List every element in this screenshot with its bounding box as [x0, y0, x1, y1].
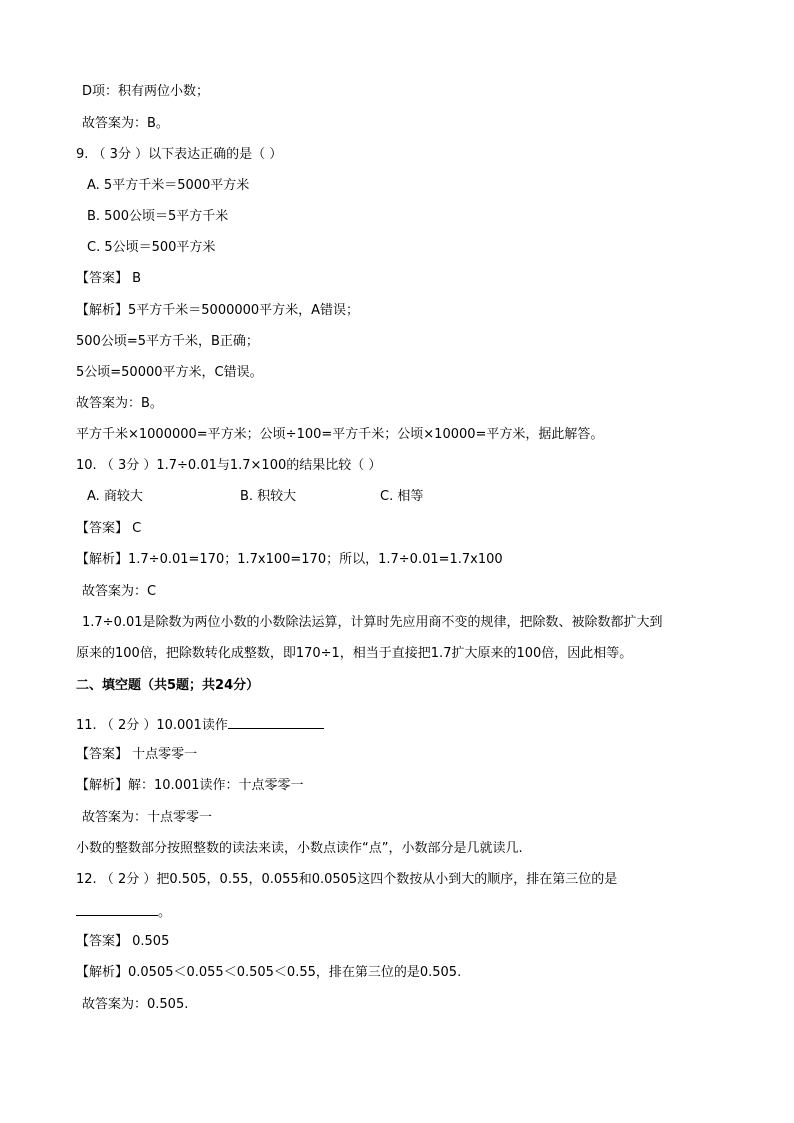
- analysis-text: 【解析】0.0505＜0.055＜0.505＜0.55，排在第三位的是0.505.: [76, 965, 462, 980]
- analysis-text: 平方千米×1000000=平方米；公顷÷100=平方千米；公顷×10000=平方米，据此解答。: [76, 427, 604, 442]
- analysis-text: 原来的100倍，把除数转化成整数，即170÷1，相当于直接把1.7扩大原来的100倍，因此相等。: [76, 646, 633, 661]
- question-12: 12. （ 2分 ）把0.505，0.55，0.055和0.0505这四个数按从小到大的顺序，排在第三位的是: [76, 872, 618, 887]
- option-a: A. 商较大: [87, 489, 143, 504]
- analysis-text: 【解析】解：10.001读作：十点零零一: [76, 778, 304, 793]
- section-heading: 二、填空题（共5题；共24分）: [76, 678, 260, 693]
- option-b: B. 500公顷＝5平方千米: [87, 209, 229, 224]
- analysis-text: 【解析】5平方千米＝5000000平方米，A错误；: [76, 303, 360, 318]
- analysis-text: 1.7÷0.01是除数为两位小数的小数除法运算，计算时先应用商不变的规律，把除数、被除数都扩大到: [82, 615, 663, 630]
- analysis-text: 故答案为：0.505.: [82, 997, 189, 1012]
- question-12-blank-line: [76, 903, 171, 921]
- answer-blank: [228, 716, 324, 729]
- question-text: 11. （ 2分 ）10.001读作: [76, 718, 228, 733]
- question-11: [76, 716, 324, 734]
- answer-label: 【答案】 C: [76, 521, 142, 536]
- analysis-text: 500公顷=5平方千米，B正确；: [76, 334, 259, 349]
- answer-label: 【答案】 0.505: [76, 934, 170, 949]
- analysis-text: 5公顷=50000平方米，C错误。: [76, 365, 263, 380]
- question-text: 。: [158, 905, 172, 920]
- question-10: 10. （ 3分 ）1.7÷0.01与1.7×100的结果比较（ ）: [76, 458, 382, 473]
- option-b: B. 积较大: [240, 489, 297, 504]
- answer-blank: [76, 903, 158, 916]
- answer-label: 【答案】 十点零零一: [76, 747, 198, 762]
- option-c: C. 相等: [380, 489, 424, 504]
- analysis-text: 故答案为：十点零零一: [82, 810, 213, 825]
- option-c: C. 5公顷＝500平方米: [87, 240, 216, 255]
- question-9: 9. （ 3分 ）以下表达正确的是（ ）: [76, 147, 283, 162]
- text-line: D项：积有两位小数；: [82, 84, 210, 99]
- analysis-text: 故答案为：B。: [76, 396, 163, 411]
- analysis-text: 故答案为：C: [82, 584, 157, 599]
- answer-label: 【答案】 B: [76, 271, 142, 286]
- analysis-text: 小数的整数部分按照整数的读法来读，小数点读作“点”，小数部分是几就读几.: [76, 841, 523, 856]
- analysis-text: 【解析】1.7÷0.01=170；1.7x100=170；所以，1.7÷0.01=1.7x100: [76, 552, 503, 567]
- text-line: 故答案为：B。: [82, 116, 169, 131]
- option-a: A. 5平方千米＝5000平方米: [87, 178, 250, 193]
